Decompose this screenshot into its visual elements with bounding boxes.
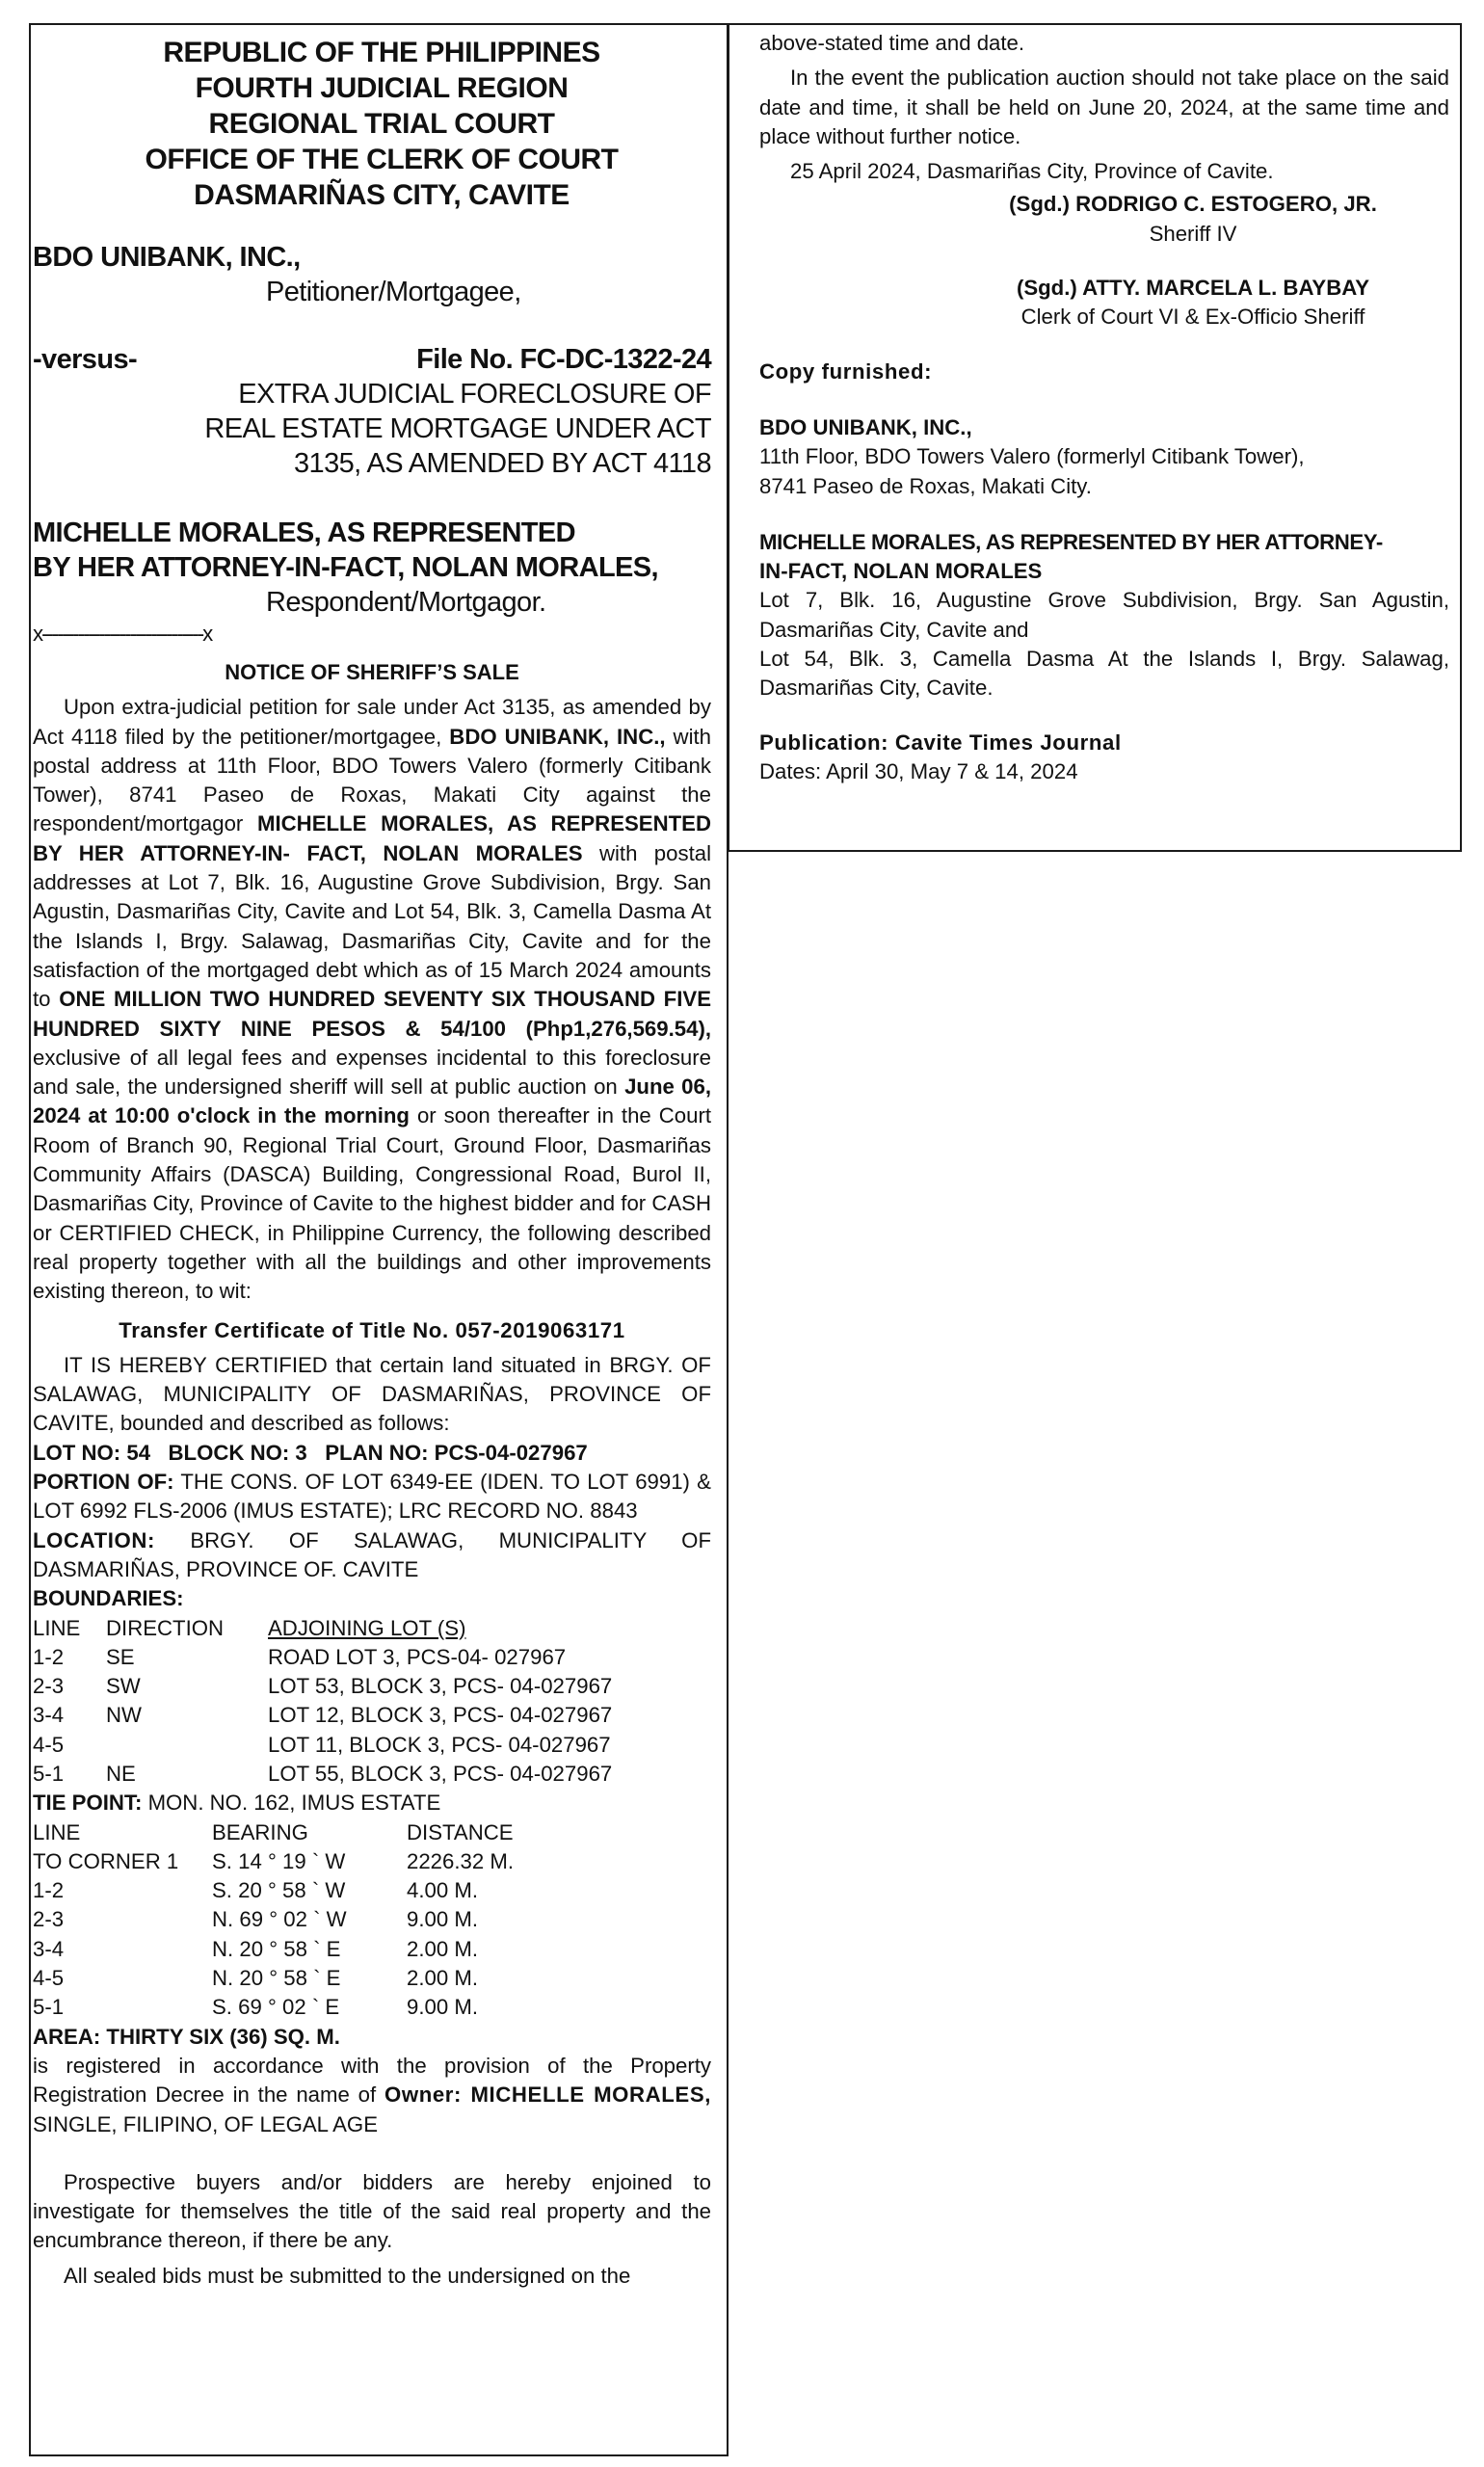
publication-dates: Dates: April 30, May 7 & 14, 2024 — [759, 758, 1078, 783]
left-column — [33, 35, 711, 2291]
table-cell: 2-3 — [33, 1907, 65, 1932]
boundaries-table — [33, 1614, 711, 1790]
table-cell — [106, 1731, 268, 1760]
table-cell: 9.00 M. — [407, 1907, 478, 1932]
case-title: REAL ESTATE MORTGAGE UNDER ACT — [204, 413, 711, 444]
sheriff-title: Sheriff IV — [1149, 221, 1237, 246]
recipient-name: MICHELLE MORALES, AS REPRESENTED BY HER ATTORNEY- — [759, 529, 1383, 554]
court-header — [33, 35, 711, 213]
notice-text: Upon extra-judicial petition for sale under Act 3135, as amended by Act 4118 filed by the petitioner/mortgagee, — [33, 695, 711, 749]
sheriff-name: (Sgd.) RODRIGO C. ESTOGERO, JR. — [1009, 192, 1377, 217]
bearings-table — [33, 1818, 711, 2023]
boundaries-label: BOUNDARIES: — [33, 1586, 184, 1611]
table-header-cell: ADJOINING LOT (S) — [268, 1615, 466, 1640]
owner-name: Owner: MICHELLE MORALES, — [384, 2082, 711, 2108]
recipient-bdo — [759, 413, 1449, 501]
table-row — [33, 1964, 711, 1993]
right-column — [759, 31, 1449, 786]
table-row — [33, 1935, 711, 1964]
table-cell: NE — [106, 1761, 136, 1786]
clerk-name: (Sgd.) ATTY. MARCELA L. BAYBAY — [1016, 276, 1370, 301]
table-header-cell: LINE — [33, 1819, 81, 1844]
header-line: REGIONAL TRIAL COURT — [208, 108, 555, 140]
versus-label: -versus- — [33, 344, 138, 375]
notice-text: exclusive of all legal fees and expenses incidental to this foreclosure and sale, the undersigned sheriff will sell at public auction on — [33, 1045, 711, 1100]
clerk-title: Clerk of Court VI & Ex-Officio Sheriff — [1020, 305, 1365, 330]
table-row — [33, 1643, 711, 1672]
table-cell: 1-2 — [33, 1878, 65, 1903]
clerk-signature — [759, 274, 1395, 332]
recipient-address: Lot 7, Blk. 16, Augustine Grove Subdivision, Brgy. San Agustin, Dasmariñas City, Cavite and — [759, 588, 1449, 642]
header-line: OFFICE OF THE CLERK OF COURT — [145, 144, 619, 175]
recipient-address: 11th Floor, BDO Towers Valero (formerlyl Citibank Tower), — [759, 444, 1305, 469]
table-header-row — [33, 1818, 711, 1847]
table-cell: N. 20 ° 58 ` E — [212, 1966, 341, 1991]
tct-intro: IT IS HEREBY CERTIFIED that certain land situated in BRGY. OF SALAWAG, MUNICIPALITY OF DASMARIÑAS, PROVINCE OF CAVITE, bounded and described as follows: — [33, 1352, 711, 1436]
table-cell: 5-1 — [33, 1761, 65, 1786]
recipient-name: BDO UNIBANK, INC., — [759, 414, 972, 439]
table-cell: 2.00 M. — [407, 1966, 478, 1991]
publication-name: Publication: Cavite Times Journal — [759, 729, 1122, 755]
lot-line: LOT NO: 54 BLOCK NO: 3 PLAN NO: PCS-04-027967 — [33, 1440, 588, 1465]
table-row — [33, 1847, 711, 1876]
registration-clause: is registered in accordance with the provision of the Property Registration Decree in the name of — [33, 2053, 711, 2108]
petitioner-name: BDO UNIBANK, INC., — [33, 242, 301, 273]
table-cell: LOT 53, BLOCK 3, PCS- 04-027967 — [268, 1674, 613, 1699]
recipient-name: IN-FACT, NOLAN MORALES — [759, 559, 1043, 584]
postponement-paragraph: In the event the publication auction should not take place on the said date and time, it shall be held on June 20, 2024, at the same time and place without further notice. — [759, 66, 1449, 148]
table-cell: S. 69 ° 02 ` E — [212, 1995, 340, 2020]
table-row — [33, 1993, 711, 2022]
header-line: REPUBLIC OF THE PHILIPPINES — [163, 37, 600, 68]
tct-heading: Transfer Certificate of Title No. 057-2019063171 — [119, 1317, 625, 1342]
table-cell: 2226.32 M. — [407, 1848, 515, 1873]
divider-line: x-------------------------------x — [33, 622, 212, 646]
bids-paragraph-end: above-stated time and date. — [759, 31, 1025, 55]
table-cell: 4.00 M. — [407, 1878, 478, 1903]
notice-title: NOTICE OF SHERIFF’S SALE — [225, 660, 519, 685]
location-text: BRGY. OF SALAWAG, MUNICIPALITY OF DASMARIÑAS, PROVINCE OF. CAVITE — [33, 1527, 711, 1581]
notice-text: with postal address at 11th Floor, BDO Towers Valero (formerly Citibank Tower), 8741 Paseo de Roxas, Makati City against the respondent/mortgagor — [33, 724, 711, 836]
respondent-role: Respondent/Mortgagor. — [266, 587, 546, 618]
notice-body — [33, 693, 711, 1306]
header-line: FOURTH JUDICIAL REGION — [195, 72, 569, 104]
table-header-row — [33, 1614, 711, 1643]
table-cell: LOT 55, BLOCK 3, PCS- 04-027967 — [268, 1761, 613, 1786]
bids-paragraph-start: All sealed bids must be submitted to the undersigned on the — [64, 2263, 631, 2288]
copy-furnished-label: Copy furnished: — [759, 358, 933, 384]
portion-of — [33, 1468, 711, 1526]
recipient-address: 8741 Paseo de Roxas, Makati City. — [759, 473, 1092, 498]
respondent-name: MICHELLE MORALES, AS REPRESENTED — [33, 517, 575, 548]
table-header-cell: DISTANCE — [407, 1819, 514, 1844]
notice-text: with postal addresses at Lot 7, Blk. 16, Augustine Grove Subdivision, Brgy. San Agustin, Dasmariñas City, Cavite and Lot 54, Blk. 3, Camella Dasma At the Islands I, Brgy. Salawag, Dasmariñas City, Cavite and for the satisfaction of the mortgaged debt which as of 15 March 2024 amounts to — [33, 840, 712, 1012]
header-line: DASMARIÑAS CITY, CAVITE — [194, 179, 570, 211]
portion-label: PORTION OF: — [33, 1470, 174, 1495]
buyers-paragraph: Prospective buyers and/or bidders are hereby enjoined to investigate for themselves the title of the said real property and the encumbrance thereon, if there be any. — [33, 2169, 711, 2253]
tie-label: TIE POINT: — [33, 1791, 143, 1816]
petitioner-ref: BDO UNIBANK, INC., — [449, 724, 666, 749]
respondent-ref: MICHELLE MORALES, AS REPRESENTED BY HER ATTORNEY-IN- FACT, NOLAN MORALES — [33, 811, 711, 865]
case-caption — [33, 240, 711, 649]
respondent-name: BY HER ATTORNEY-IN-FACT, NOLAN MORALES, — [33, 552, 658, 583]
table-cell: LOT 11, BLOCK 3, PCS- 04-027967 — [268, 1732, 611, 1757]
file-number: File No. FC-DC-1322-24 — [416, 344, 711, 375]
table-cell: LOT 12, BLOCK 3, PCS- 04-027967 — [268, 1703, 613, 1728]
table-cell: 2.00 M. — [407, 1936, 478, 1961]
table-cell: N. 69 ° 02 ` W — [212, 1907, 347, 1932]
location-label: LOCATION: — [33, 1527, 155, 1552]
table-cell: ROAD LOT 3, PCS-04- 027967 — [268, 1644, 567, 1669]
tie-text: MON. NO. 162, IMUS ESTATE — [142, 1791, 441, 1816]
publication-info — [759, 729, 1449, 787]
versus-row — [33, 342, 711, 377]
tie-point — [33, 1789, 711, 1817]
table-row — [33, 1672, 711, 1701]
table-cell: 5-1 — [33, 1995, 65, 2020]
table-header-cell: LINE — [33, 1615, 81, 1640]
sheriff-signature — [759, 190, 1377, 249]
location — [33, 1526, 711, 1585]
table-cell: 3-4 — [33, 1703, 65, 1728]
table-header-cell: DIRECTION — [106, 1615, 225, 1640]
table-row — [33, 1701, 711, 1730]
table-row — [33, 1905, 711, 1934]
debt-amount: ONE MILLION TWO HUNDRED SEVENTY SIX THOUSAND FIVE HUNDRED SIXTY NINE PESOS & 54/100 (Php1,276,569.54), — [33, 987, 712, 1041]
owner-details: SINGLE, FILIPINO, OF LEGAL AGE — [33, 2111, 378, 2136]
table-cell: 9.00 M. — [407, 1995, 478, 2020]
table-cell: 1-2 — [33, 1644, 65, 1669]
date-line: 25 April 2024, Dasmariñas City, Province of Cavite. — [790, 159, 1274, 184]
auction-date: June 06, 2024 at 10:00 o'clock in the morning — [33, 1074, 711, 1128]
table-row — [33, 1760, 711, 1789]
case-title: EXTRA JUDICIAL FORECLOSURE OF — [238, 379, 711, 410]
table-cell: 4-5 — [33, 1732, 65, 1757]
case-title: 3135, AS AMENDED BY ACT 4118 — [294, 448, 711, 479]
recipient-address: Lot 54, Blk. 3, Camella Dasma At the Islands I, Brgy. Salawag, Dasmariñas City, Cavite. — [759, 647, 1449, 701]
table-header-cell: BEARING — [212, 1819, 308, 1844]
notice-text: or soon thereafter in the Court Room of Branch 90, Regional Trial Court, Ground Floor, Dasmariñas Community Affairs (DASCA) Building, Congressional Road, Burol II, Dasmariñas City, Province of Cavite to the highest bidder and for CASH or CERTIFIED CHECK, in Philippine Currency, the following described real property together with all the buildings and other improvements existing thereon, to wit: — [33, 1103, 711, 1304]
table-cell: 2-3 — [33, 1674, 65, 1699]
table-cell: N. 20 ° 58 ` E — [212, 1936, 341, 1961]
table-cell: SW — [106, 1674, 141, 1699]
table-cell: S. 20 ° 58 ` W — [212, 1878, 346, 1903]
petitioner-role: Petitioner/Mortgagee, — [266, 277, 521, 307]
table-cell: S. 14 ° 19 ` W — [212, 1848, 346, 1873]
portion-text: THE CONS. OF LOT 6349-EE (IDEN. TO LOT 6991) & LOT 6992 FLS-2006 (IMUS ESTATE); LRC RECORD NO. 8843 — [33, 1470, 711, 1524]
registration-text — [33, 2052, 711, 2139]
table-cell: SE — [106, 1644, 135, 1669]
table-cell: TO CORNER 1 — [33, 1848, 179, 1873]
recipient-morales — [759, 528, 1449, 703]
table-cell: 3-4 — [33, 1936, 65, 1961]
table-cell: 4-5 — [33, 1966, 65, 1991]
area: AREA: THIRTY SIX (36) SQ. M. — [33, 2024, 340, 2049]
table-row — [33, 1731, 711, 1760]
table-row — [33, 1876, 711, 1905]
table-cell: NW — [106, 1703, 142, 1728]
